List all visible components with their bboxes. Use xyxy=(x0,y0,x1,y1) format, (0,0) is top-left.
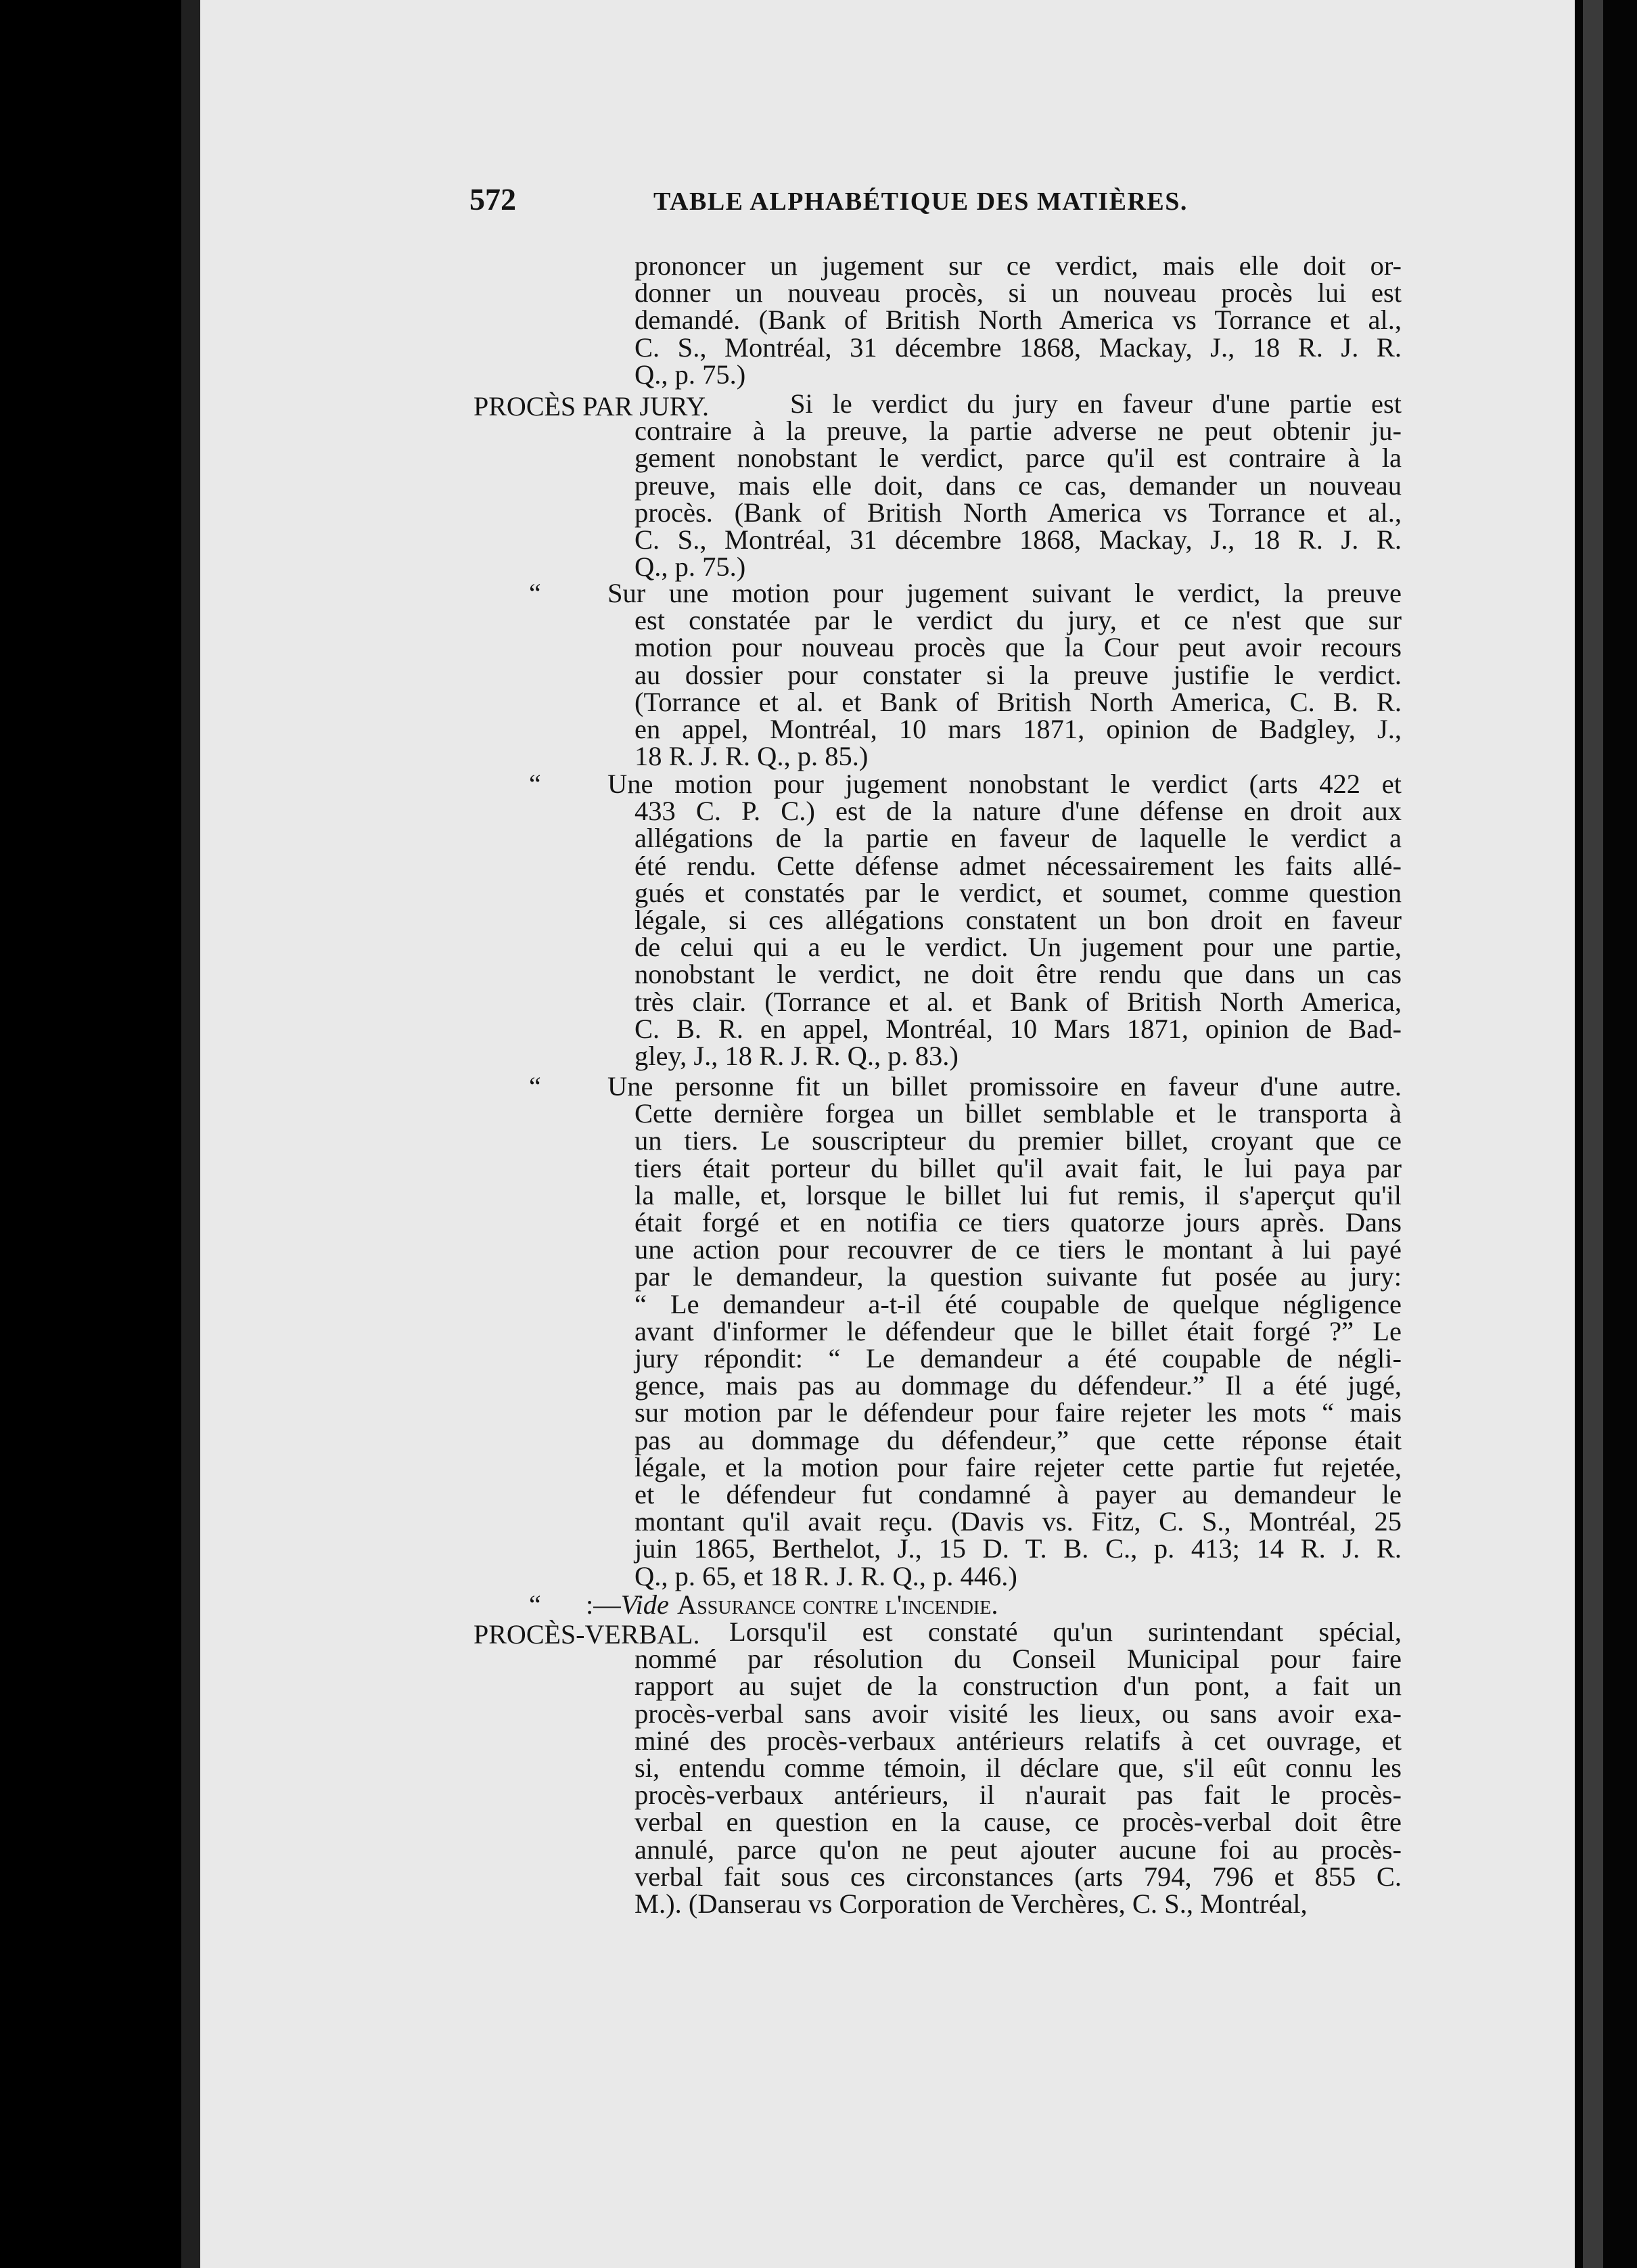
text-line: légale, et la motion pour faire rejeter cette partie fut rejetée, xyxy=(635,1451,1402,1482)
text-line: tiers était porteur du billet qu'il avait fait, le lui paya par xyxy=(635,1152,1402,1183)
text-line: allégations de la partie en faveur de laquelle le verdict a xyxy=(635,823,1402,854)
text-line: miné des procès-verbaux antérieurs relatifs à cet ouvrage, et xyxy=(635,1725,1402,1756)
text-line: “ Le demandeur a-t-il été coupable de quelque négligence xyxy=(635,1288,1402,1319)
entry-headword: PROCÈS-VERBAL. xyxy=(474,1619,700,1650)
text-line: prononcer un jugement sur ce verdict, mais elle doit or- xyxy=(635,250,1402,281)
text-line: Lorsqu'il est constaté qu'un surintendant spécial, xyxy=(729,1616,1402,1647)
vide-label: Vide xyxy=(620,1589,669,1620)
text-line: au dossier pour constater si la preuve justifie le verdict. xyxy=(635,659,1402,690)
text-line: si, entendu comme témoin, il déclare que, s'il eût connu les xyxy=(635,1752,1402,1783)
text-line: (Torrance et al. et Bank of British North America, C. B. R. xyxy=(635,686,1402,717)
text-line: Sur une motion pour jugement suivant le verdict, la preuve xyxy=(607,578,1402,608)
text-line: C. S., Montréal, 31 décembre 1868, Mackay, J., 18 R. J. R. xyxy=(635,332,1402,363)
text-line: C. S., Montréal, 31 décembre 1868, Mackay, J., 18 R. J. R. xyxy=(635,524,1402,555)
text-line: verbal fait sous ces circonstances (arts 794, 796 et 855 C. xyxy=(635,1861,1402,1892)
text-line: légale, si ces allégations constatent un bon droit en faveur xyxy=(635,905,1402,935)
text-line: été rendu. Cette défense admet nécessairement les faits allé- xyxy=(635,850,1402,881)
text-line: une action pour recouvrer de ce tiers le montant à lui payé xyxy=(635,1234,1402,1265)
text-line: Si le verdict du jury en faveur d'une partie est xyxy=(790,388,1402,419)
adjacent-page-strip xyxy=(1583,0,1603,2268)
text-line: est constatée par le verdict du jury, et ce n'est que sur xyxy=(635,605,1402,636)
text-line: de celui qui a eu le verdict. Un jugement pour une partie, xyxy=(635,932,1402,963)
text-line: gence, mais pas au dommage du défendeur.” Il a été jugé, xyxy=(635,1370,1402,1401)
text-line: procès-verbal sans avoir visité les lieux, ou sans avoir exa- xyxy=(635,1698,1402,1729)
text-line: nonobstant le verdict, ne doit être rendu que dans un cas xyxy=(635,959,1402,990)
text-line: Q., p. 75.) xyxy=(635,359,746,390)
text-line: gement nonobstant le verdict, parce qu'il est contraire à la xyxy=(635,443,1402,474)
text-line: un tiers. Le souscripteur du premier billet, croyant que ce xyxy=(635,1125,1402,1156)
text-line: 433 C. P. C.) est de la nature d'une défense en droit aux xyxy=(635,796,1402,827)
ditto-mark: “ xyxy=(529,1589,541,1620)
cross-reference xyxy=(586,1591,998,1618)
text-line: gués et constatés par le verdict, et soumet, comme question xyxy=(635,877,1402,908)
text-line: 18 R. J. R. Q., p. 85.) xyxy=(635,741,869,772)
text-line: jury répondit: “ Le demandeur a été coupable de négli- xyxy=(635,1343,1402,1374)
text-line: la malle, et, lorsque le billet lui fut remis, il s'aperçut qu'il xyxy=(635,1179,1402,1210)
text-line: nommé par résolution du Conseil Municipal pour faire xyxy=(635,1643,1402,1675)
entry-headword: PROCÈS PAR JURY. xyxy=(474,391,709,422)
text-line: Q., p. 75.) xyxy=(635,551,746,583)
text-line: gley, J., 18 R. J. R. Q., p. 83.) xyxy=(635,1041,959,1071)
page-shadow-left xyxy=(181,0,200,2268)
text-line: contraire à la preuve, la partie adverse ne peut obtenir ju- xyxy=(635,415,1402,447)
running-header: TABLE ALPHABÉTIQUE DES MATIÈRES. xyxy=(653,187,1188,216)
text-line: M.). (Danserau vs Corporation de Verchères, C. S., Montréal, xyxy=(635,1888,1308,1919)
text-line: C. B. R. en appel, Montréal, 10 Mars 1871, opinion de Bad- xyxy=(635,1013,1402,1044)
text-line: rapport au sujet de la construction d'un pont, a fait un xyxy=(635,1671,1402,1702)
text-line: preuve, mais elle doit, dans ce cas, demander un nouveau xyxy=(635,470,1402,501)
text-line: montant qu'il avait reçu. (Davis vs. Fitz, C. S., Montréal, 25 xyxy=(635,1506,1402,1537)
text-line: en appel, Montréal, 10 mars 1871, opinion de Badgley, J., xyxy=(635,714,1402,744)
text-line: Une motion pour jugement nonobstant le verdict (arts 422 et xyxy=(607,769,1402,799)
text-line: procès-verbaux antérieurs, il n'aurait pas fait le procès- xyxy=(635,1779,1402,1811)
ditto-mark: “ xyxy=(529,1071,541,1102)
text-line: Une personne fit un billet promissoire en faveur d'une autre. xyxy=(607,1071,1402,1102)
text-line: et le défendeur fut condamné à payer au demandeur le xyxy=(635,1479,1402,1510)
text-line: par le demandeur, la question suivante fut posée au jury: xyxy=(635,1261,1402,1292)
text-line: procès. (Bank of British North America vs Torrance et al., xyxy=(635,497,1402,528)
text-line: était forgé et en notifia ce tiers quatorze jours après. Dans xyxy=(635,1207,1402,1238)
text-line: Cette dernière forgea un billet semblable et le transporta à xyxy=(635,1098,1402,1129)
page-number: 572 xyxy=(469,182,516,217)
text-line: avant d'informer le défendeur que le billet était forgé ?” Le xyxy=(635,1315,1402,1346)
text-line: demandé. (Bank of British North America vs Torrance et al., xyxy=(635,304,1402,336)
text-line: donner un nouveau procès, si un nouveau procès lui est xyxy=(635,277,1402,309)
cross-reference-dash: :— xyxy=(586,1589,621,1620)
text-line: juin 1865, Berthelot, J., 15 D. T. B. C., p. 413; 14 R. J. R. xyxy=(635,1533,1402,1564)
text-line: Q., p. 65, et 18 R. J. R. Q., p. 446.) xyxy=(635,1560,1017,1591)
text-line: sur motion par le défendeur pour faire rejeter les mots “ mais xyxy=(635,1397,1402,1428)
ditto-mark: “ xyxy=(529,769,541,799)
text-line: très clair. (Torrance et al. et Bank of British North America, xyxy=(635,986,1402,1017)
ditto-mark: “ xyxy=(529,578,541,608)
text-line: verbal en question en la cause, ce procès-verbal doit être xyxy=(635,1807,1402,1838)
cross-reference-target: Assurance contre l'incendie. xyxy=(676,1589,998,1620)
text-line: motion pour nouveau procès que la Cour peut avoir recours xyxy=(635,632,1402,663)
text-line: annulé, parce qu'on ne peut ajouter aucune foi au procès- xyxy=(635,1834,1402,1865)
text-line: pas au dommage du défendeur,” que cette réponse était xyxy=(635,1424,1402,1455)
